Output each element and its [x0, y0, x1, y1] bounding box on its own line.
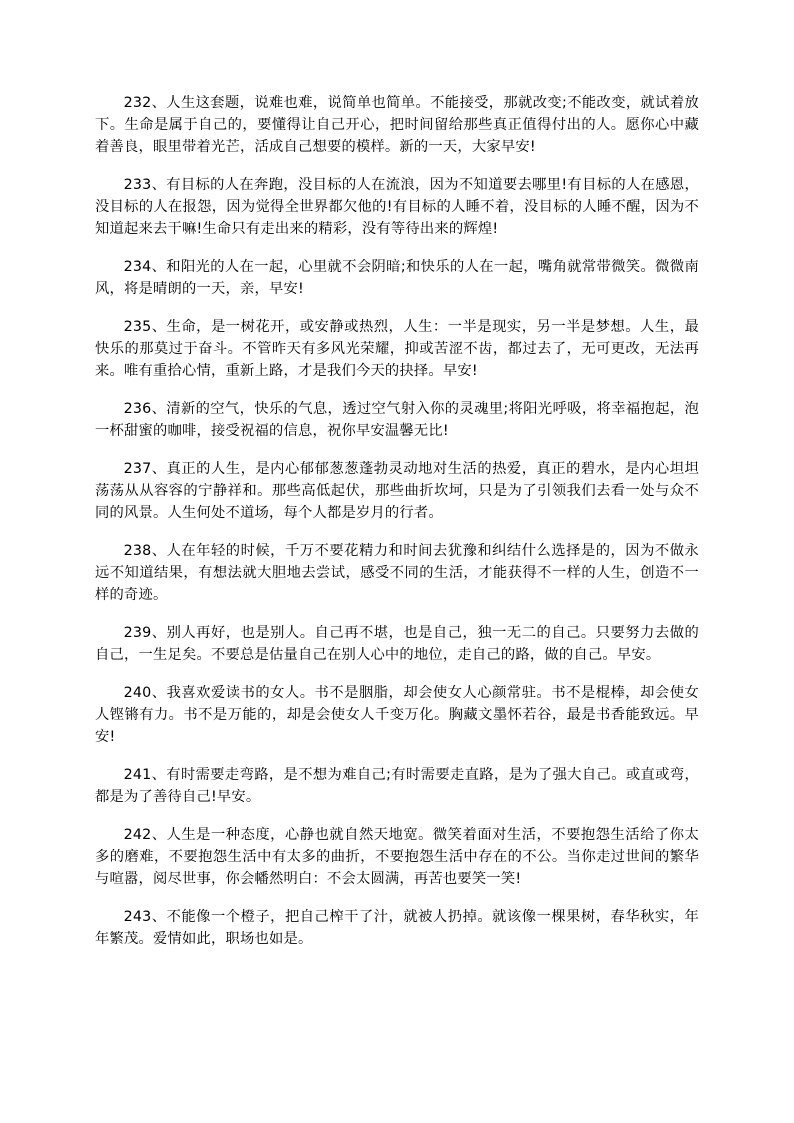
- paragraph-239: 239、别人再好，也是别人。自己再不堪，也是自己，独一无二的自己。只要努力去做的自己，一生足矣。不要总是估量自己在别人心中的地位，走自己的路，做的自己。早安。: [95, 625, 699, 663]
- paragraph-241: 241、有时需要走弯路，是不想为难自己;有时需要走直路，是为了强大自己。或直或弯，都是为了善待自己!早安。: [95, 767, 699, 805]
- paragraph-235: 235、生命，是一树花开，或安静或热烈，人生：一半是现实，另一半是梦想。人生，最快乐的那莫过于奋斗。不管昨天有多风光荣耀，抑或苦涩不齿，都过去了，无可更改，无法再来。唯有重拾心情，重新上路，才是我们今天的抉择。早安!: [95, 319, 699, 379]
- paragraph-236: 236、清新的空气，快乐的气息，透过空气射入你的灵魂里;将阳光呼吸，将幸福抱起，泡一杯甜蜜的咖啡，接受祝福的信息，祝你早安温馨无比!: [95, 401, 699, 439]
- paragraph-243: 243、不能像一个橙子，把自己榨干了汁，就被人扔掉。就该像一棵果树，春华秋实，年年繁茂。爱情如此，职场也如是。: [95, 909, 699, 947]
- paragraph-232: 232、人生这套题，说难也难，说简单也简单。不能接受，那就改变;不能改变，就试着放下。生命是属于自己的，要懂得让自己开心，把时间留给那些真正值得付出的人。愿你心中藏着善良，眼里带着光芒，活成自己想要的模样。新的一天，大家早安!: [95, 95, 699, 155]
- document-page: [95, 92, 699, 966]
- paragraph-237: 237、真正的人生，是内心郁郁葱葱蓬勃灵动地对生活的热爱，真正的碧水，是内心坦坦荡荡从从容容的宁静祥和。那些高低起伏，那些曲折坎坷，只是为了引领我们去看一处与众不同的风景。人生何处不道场，每个人都是岁月的行者。: [95, 461, 699, 521]
- paragraph-242: 242、人生是一种态度，心静也就自然天地宽。微笑着面对生活，不要抱怨生活给了你太多的磨难，不要抱怨生活中有太多的曲折，不要抱怨生活中存在的不公。当你走过世间的繁华与喧嚣，阅尽世事，你会幡然明白：不会太圆满，再苦也要笑一笑!: [95, 827, 699, 887]
- paragraph-238: 238、人在年轻的时候，千万不要花精力和时间去犹豫和纠结什么选择是的，因为不做永远不知道结果，有想法就大胆地去尝试，感受不同的生活，才能获得不一样的人生，创造不一样的奇迹。: [95, 543, 699, 603]
- paragraph-233: 233、有目标的人在奔跑，没目标的人在流浪，因为不知道要去哪里!有目标的人在感恩，没目标的人在报怨，因为觉得全世界都欠他的!有目标的人睡不着，没目标的人睡不醒，因为不知道起来去干嘛!生命只有走出来的精彩，没有等待出来的辉煌!: [95, 177, 699, 237]
- paragraph-240: 240、我喜欢爱读书的女人。书不是胭脂，却会使女人心颜常驻。书不是棍棒，却会使女人铿锵有力。书不是万能的，却是会使女人千变万化。胸藏文墨怀若谷，最是书香能致远。早安!: [95, 685, 699, 745]
- paragraph-234: 234、和阳光的人在一起，心里就不会阴暗;和快乐的人在一起，嘴角就常带微笑。微微南风，将是晴朗的一天，亲，早安!: [95, 259, 699, 297]
